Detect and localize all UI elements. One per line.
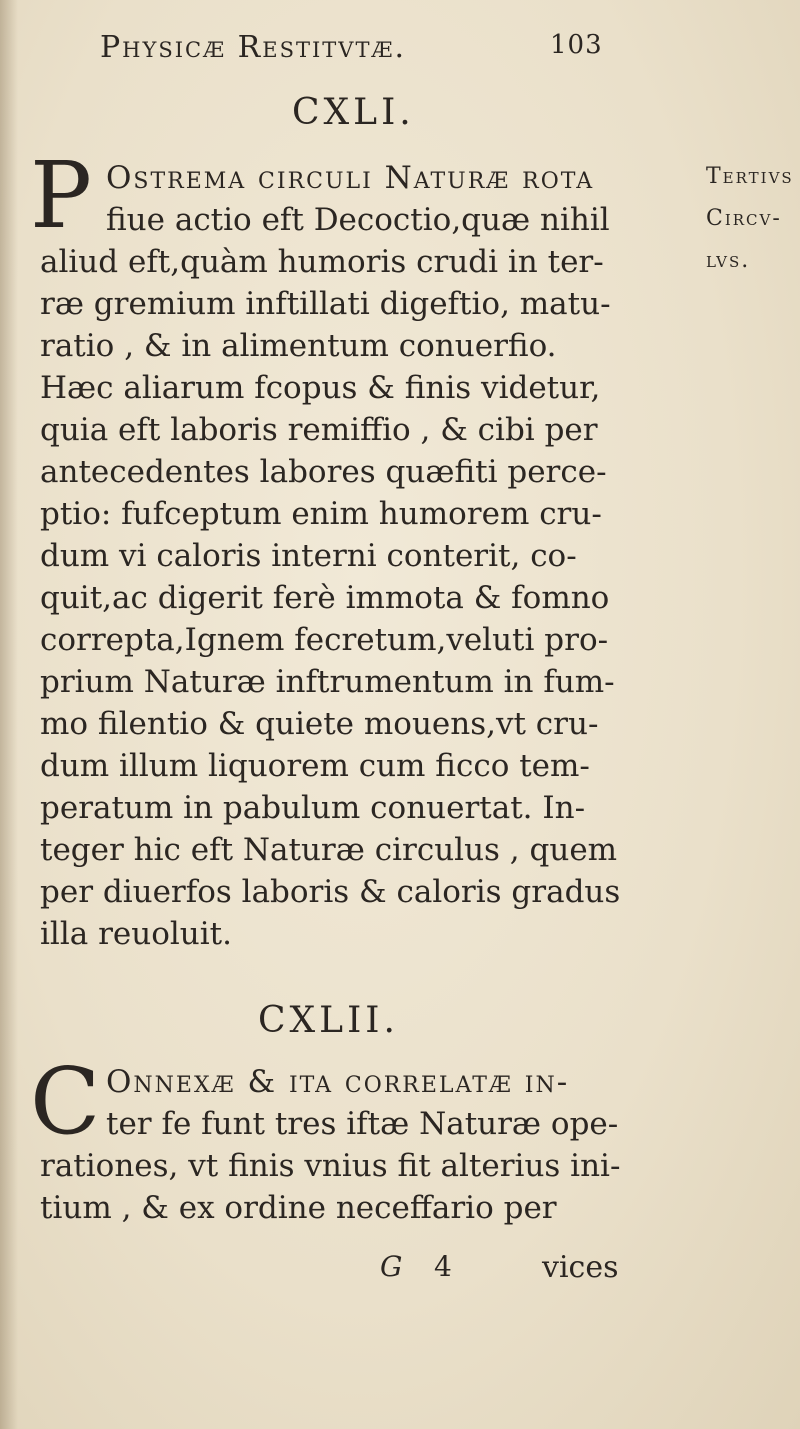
- text-line: ter fe funt tres iftæ Naturæ ope-: [106, 1106, 619, 1142]
- text-line: ratio , & in alimentum conuerfio.: [40, 328, 557, 364]
- text-line: dum illum liquorem cum ficco tem-: [40, 748, 590, 784]
- text-line: dum vi caloris interni conterit, co-: [40, 538, 577, 574]
- drop-cap-c: C: [30, 1048, 101, 1155]
- text-line: rationes, vt finis vnius fit alterius ini-: [40, 1148, 621, 1184]
- text-line: peratum in pabulum conuertat. In-: [40, 790, 586, 826]
- section-heading-cxlii: CXLII.: [258, 1000, 399, 1041]
- margin-note: Circv-: [706, 206, 782, 231]
- text-line: illa reuoluit.: [40, 916, 232, 952]
- page-number: 103: [550, 30, 603, 60]
- text-line: teger hic eft Naturæ circulus , quem: [40, 832, 618, 868]
- running-title: Physicæ Restitvtæ.: [100, 30, 407, 65]
- signature-mark: G: [380, 1250, 403, 1283]
- text-line: tium , & ex ordine neceffario per: [40, 1190, 557, 1226]
- section-heading-cxli: CXLI.: [292, 92, 415, 133]
- drop-cap-p: P: [30, 142, 92, 249]
- margin-note: Tertivs: [706, 164, 794, 189]
- text-line: mo filentio & quiete mouens,vt cru-: [40, 706, 599, 742]
- text-line: per diuerfos laboris & caloris gradus: [40, 874, 621, 910]
- page-edge-shadow: [0, 0, 18, 1429]
- text-line: aliud eft,quàm humoris crudi in ter-: [40, 244, 604, 280]
- text-line: ræ gremium inftillati digeftio, matu-: [40, 286, 611, 322]
- signature-number: 4: [434, 1250, 452, 1283]
- running-header: [100, 30, 603, 65]
- text-line: Onnexæ & ita correlatæ in-: [106, 1064, 570, 1100]
- margin-note: lvs.: [706, 248, 751, 273]
- text-line: fiue actio eft Decoctio,quæ nihil: [106, 202, 610, 238]
- text-line: correpta,Ignem fecretum,veluti pro-: [40, 622, 609, 658]
- text-line: Ostrema circuli Naturæ rota: [106, 160, 595, 196]
- catchword: vices: [542, 1250, 619, 1285]
- text-line: antecedentes labores quæfiti perce-: [40, 454, 607, 490]
- text-line: prium Naturæ inftrumentum in fum-: [40, 664, 615, 700]
- text-line: quit,ac digerit ferè immota & fomno: [40, 580, 610, 616]
- text-line: quia eft laboris remiffio , & cibi per: [40, 412, 598, 448]
- text-line: Hæc aliarum fcopus & finis videtur,: [40, 370, 601, 406]
- text-line: ptio: fufceptum enim humorem cru-: [40, 496, 602, 532]
